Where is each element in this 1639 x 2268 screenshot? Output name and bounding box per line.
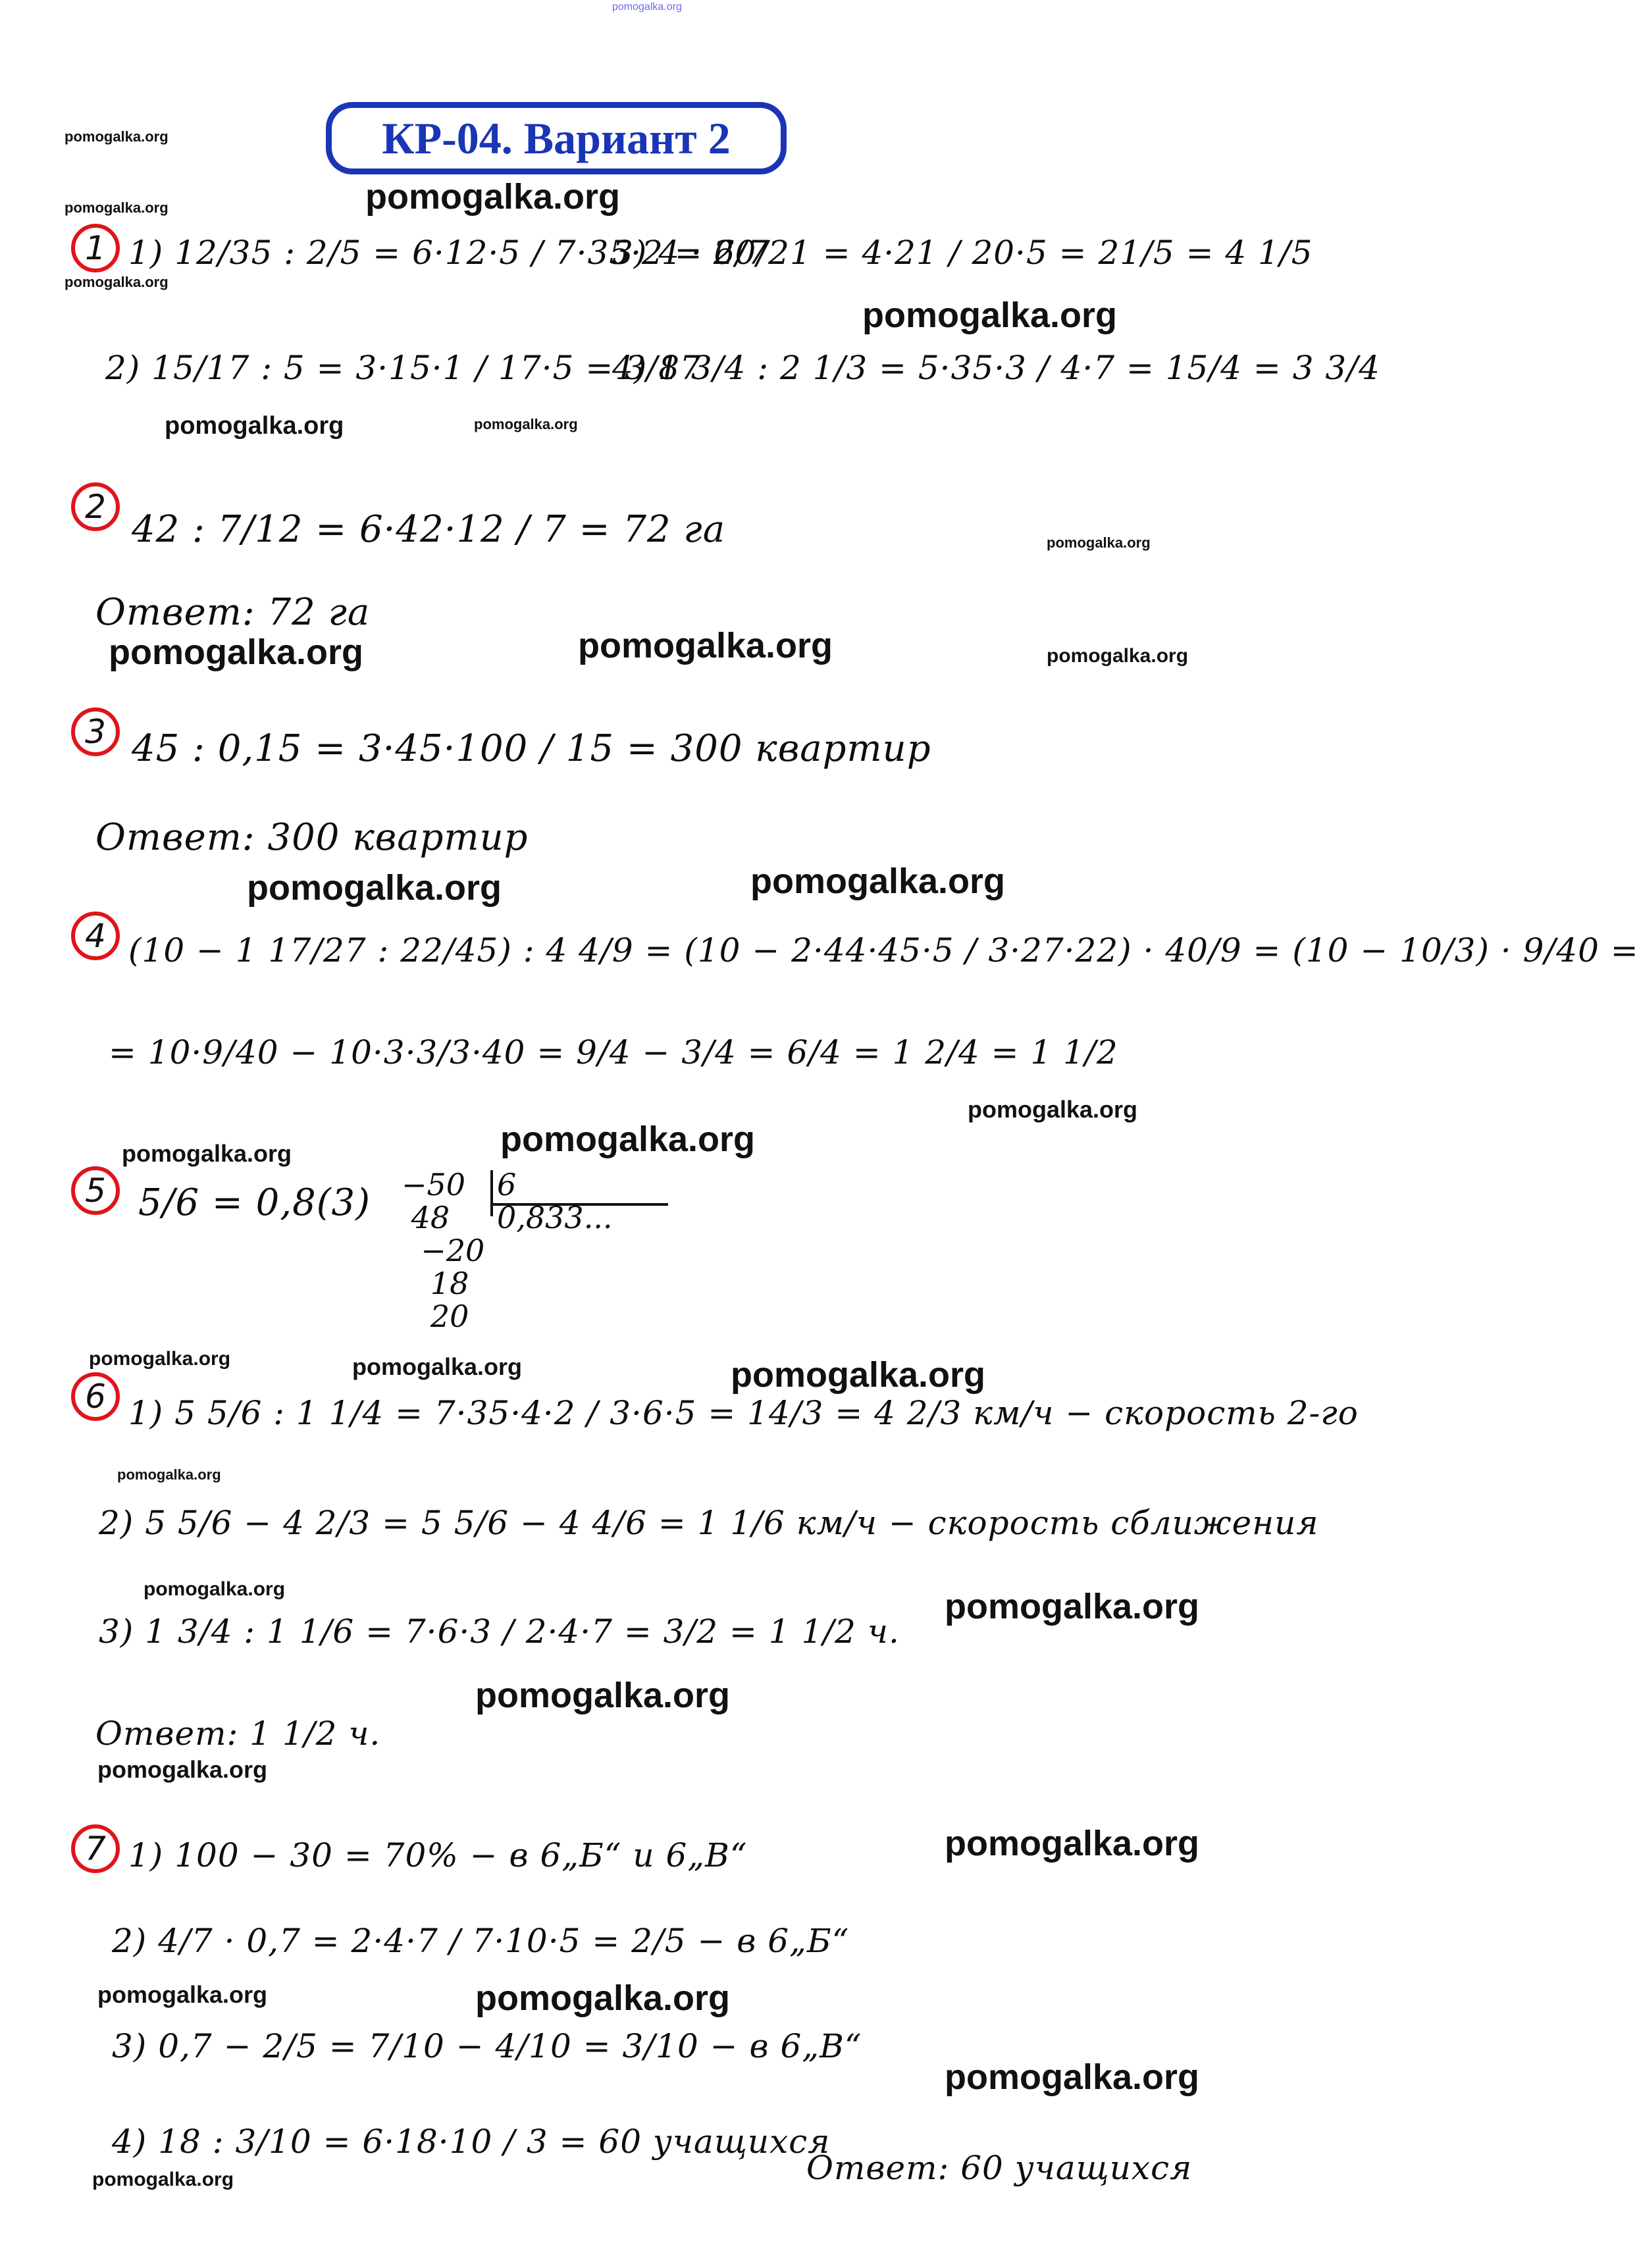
watermark: pomogalka.org — [474, 416, 578, 432]
watermark: pomogalka.org — [65, 199, 169, 216]
task-number-2: 2 — [71, 482, 120, 531]
watermark: pomogalka.org — [92, 2169, 234, 2190]
page-title: КР-04. Вариант 2 — [382, 113, 731, 163]
task2-work: 42 : 7/12 = 6·42·12 / 7 = 72 га — [132, 508, 726, 551]
task-number-3: 3 — [71, 708, 120, 756]
task1-part1: 1) 12/35 : 2/5 = 6·12·5 / 7·35·2 = 6/7 — [128, 234, 769, 272]
task6-part3: 3) 1 3/4 : 1 1/6 = 7·6·3 / 2·4·7 = 3/2 = 1 1/2 ч. — [99, 1612, 900, 1651]
task-number-6: 6 — [71, 1372, 120, 1421]
task-number-4: 4 — [71, 912, 120, 960]
watermark: pomogalka.org — [475, 1676, 731, 1715]
watermark: pomogalka.org — [143, 1578, 286, 1600]
watermark: pomogalka.org — [247, 868, 502, 908]
watermark: pomogalka.org — [89, 1348, 231, 1370]
top-watermark: pomogalka.org — [612, 1, 682, 13]
task5-division-left: −50 48 −20 18 20 — [402, 1167, 485, 1334]
task5-division-right: 6 0,833... — [497, 1167, 613, 1235]
watermark: pomogalka.org — [475, 1978, 731, 2018]
watermark: pomogalka.org — [945, 1824, 1200, 1863]
watermark: pomogalka.org — [165, 412, 344, 440]
task1-part3: 3) 4 · 20/21 = 4·21 / 20·5 = 21/5 = 4 1/5 — [612, 234, 1313, 272]
watermark: pomogalka.org — [352, 1353, 523, 1380]
task3-work: 45 : 0,15 = 3·45·100 / 15 = 300 квартир — [132, 727, 931, 770]
watermark: pomogalka.org — [968, 1096, 1138, 1123]
task5-work: 5/6 = 0,8(3) — [138, 1181, 371, 1224]
task3-answer: Ответ: 300 квартир — [95, 816, 529, 859]
task4-line1: (10 − 1 17/27 : 22/45) : 4 4/9 = (10 − 2·44·45·5 / 3·27·22) · 40/9 = (10 − 10/3) · 9/40 = — [128, 931, 1639, 969]
task1-part4: 4) 8 3/4 : 2 1/3 = 5·35·3 / 4·7 = 15/4 = 3 3/4 — [612, 349, 1380, 387]
task-number-7: 7 — [71, 1824, 120, 1873]
task7-part4: 4) 18 : 3/10 = 6·18·10 / 3 = 60 учащихся — [112, 2123, 831, 2161]
watermark: pomogalka.org — [65, 128, 169, 145]
watermark: pomogalka.org — [862, 296, 1118, 335]
watermark: pomogalka.org — [945, 1587, 1200, 1626]
division-bar — [490, 1170, 493, 1216]
task6-part2: 2) 5 5/6 − 4 2/3 = 5 5/6 − 4 4/6 = 1 1/6 км/ч − скорость сближения — [99, 1504, 1319, 1542]
task7-answer: Ответ: 60 учащихся — [806, 2149, 1193, 2187]
watermark: pomogalka.org — [578, 626, 833, 665]
watermark: pomogalka.org — [945, 2057, 1200, 2097]
watermark: pomogalka.org — [1047, 534, 1151, 551]
watermark: pomogalka.org — [97, 1981, 268, 2008]
task4-line2: = 10·9/40 − 10·3·3/3·40 = 9/4 − 3/4 = 6/4 = 1 2/4 = 1 1/2 — [109, 1033, 1118, 1071]
watermark: pomogalka.org — [109, 632, 364, 672]
watermark: pomogalka.org — [750, 862, 1006, 901]
task7-part1: 1) 100 − 30 = 70% − в 6„Б“ и 6„В“ — [128, 1836, 748, 1874]
task6-part1: 1) 5 5/6 : 1 1/4 = 7·35·4·2 / 3·6·5 = 14/3 = 4 2/3 км/ч − скорость 2-го — [128, 1394, 1359, 1432]
title-frame — [326, 102, 787, 174]
watermark: pomogalka.org — [97, 1756, 268, 1783]
watermark: pomogalka.org — [117, 1466, 221, 1483]
watermark: pomogalka.org — [65, 274, 169, 290]
task2-answer: Ответ: 72 га — [95, 591, 371, 634]
watermark: pomogalka.org — [1047, 645, 1189, 667]
task1-part2: 2) 15/17 : 5 = 3·15·1 / 17·5 = 3/17 — [105, 349, 702, 387]
watermark: pomogalka.org — [500, 1120, 756, 1159]
task-number-1: 1 — [71, 224, 120, 272]
task7-part3: 3) 0,7 − 2/5 = 7/10 − 4/10 = 3/10 − в 6„В“ — [112, 2027, 862, 2065]
task7-part2: 2) 4/7 · 0,7 = 2·4·7 / 7·10·5 = 2/5 − в 6„Б“ — [112, 1922, 850, 1960]
watermark: pomogalka.org — [731, 1355, 986, 1395]
watermark: pomogalka.org — [365, 177, 621, 217]
task6-answer: Ответ: 1 1/2 ч. — [95, 1714, 381, 1753]
watermark: pomogalka.org — [122, 1140, 292, 1167]
task-number-5: 5 — [71, 1166, 120, 1215]
